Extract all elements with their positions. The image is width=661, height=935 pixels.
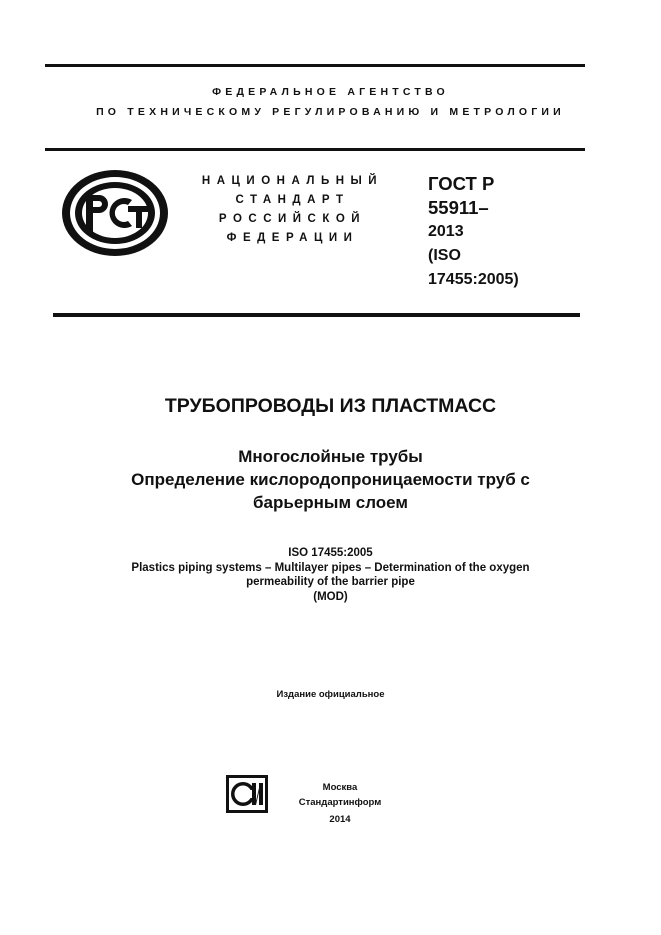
designation-line-2: 55911– — [428, 197, 489, 218]
agency-line-2: ПО ТЕХНИЧЕСКОМУ РЕГУЛИРОВАНИЮ И МЕТРОЛОГИИ — [96, 106, 565, 118]
publisher-city: Москва — [322, 782, 358, 793]
publisher-info — [285, 780, 395, 827]
designation-line-4: (ISO — [428, 247, 461, 264]
designation-line-5: 17455:2005) — [428, 271, 519, 288]
publisher-year: 2014 — [329, 814, 351, 825]
document-subtitle — [0, 445, 661, 514]
edition-label: Издание официальное — [276, 689, 385, 700]
national-standard-line-1: НАЦИОНАЛЬНЫЙ — [201, 175, 384, 187]
designation-line-3: 2013 — [428, 223, 464, 240]
national-standard-label — [170, 172, 415, 248]
national-standard-line-2: СТАНДАРТ — [235, 194, 350, 206]
iso-reference — [0, 546, 661, 604]
subtitle-line-1: Многослойные трубы — [238, 447, 423, 466]
standartinform-logo-icon — [226, 775, 268, 813]
designation-line-1: ГОСТ Р — [428, 173, 495, 194]
subtitle-line-2: Определение кислородопроницаемости труб с — [131, 470, 530, 489]
iso-title-line-1: Plastics piping systems – Multilayer pipes – Determination of the oxygen — [131, 561, 530, 574]
header-rule — [45, 148, 585, 151]
national-standard-line-3: РОССИЙСКОЙ — [218, 213, 367, 225]
rst-certification-mark-icon — [60, 168, 170, 258]
agency-line-1: ФЕДЕРАЛЬНОЕ АГЕНТСТВО — [212, 86, 449, 98]
standard-designation — [428, 172, 628, 292]
subtitle-line-3: барьерным слоем — [253, 493, 408, 512]
national-standard-line-4: ФЕДЕРАЦИИ — [226, 232, 359, 244]
publisher-name: Стандартинформ — [298, 797, 382, 808]
document-title: ТРУБОПРОВОДЫ ИЗ ПЛАСТМАСС — [164, 395, 497, 417]
iso-mod: (MOD) — [313, 590, 348, 603]
top-rule — [45, 64, 585, 67]
iso-code: ISO 17455:2005 — [288, 547, 373, 559]
section-rule — [53, 313, 580, 317]
iso-title-line-2: permeability of the barrier pipe — [246, 576, 415, 588]
